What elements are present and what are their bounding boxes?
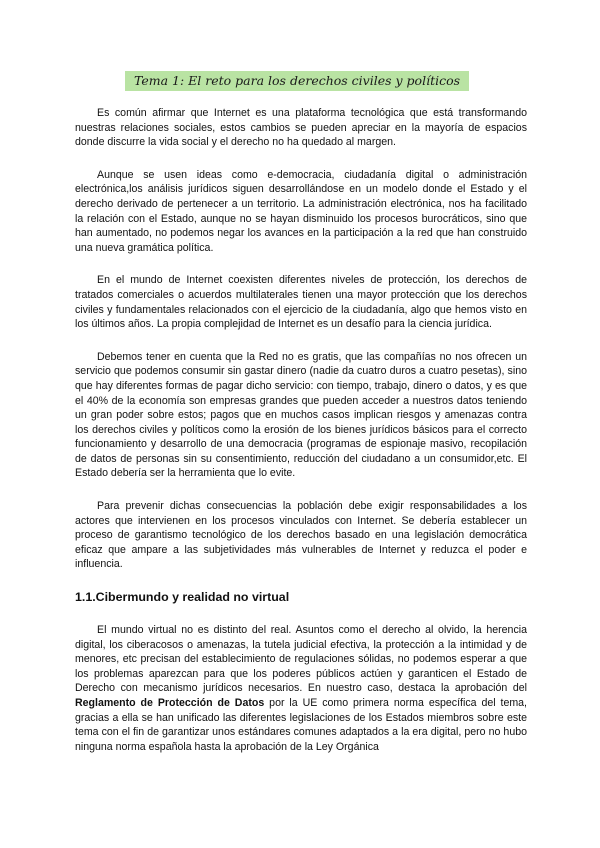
paragraph-3: En el mundo de Internet coexisten diferentes niveles de protección, los derechos de tratados comerciales o acuerdos multilaterales tienen una mayor protección que los derechos civiles y fundamentales relacionados con el ejercicio de la ciudadanía, algo que hemos visto en los últimos años. La propia complejidad de Internet es un desafío para la ciencia jurídica. [75, 274, 527, 331]
document-body [75, 106, 527, 754]
section-paragraph-end: por la UE como primera norma específica del tema, gracias a ella se han unificado las diferentes legislaciones de los Estados miembros sobre este tema con el fin de garantizar unos estándares comunes adaptados a la era digital, pero no hubo ninguna norma española hasta la aprobación de la Ley Orgánica [75, 697, 527, 753]
paragraph-5: Para prevenir dichas consecuencias la población debe exigir responsabilidades a los actores que intervienen en los procesos vinculados con Internet. Se debería establecer un proceso de garantismo tecnológico de los derechos basado en una legislación democrática eficaz que ampare a las subjetividades más vulnerables de Internet y reduzca el poder e influencia. [75, 500, 527, 571]
paragraph-2: Aunque se usen ideas como e-democracia, ciudadanía digital o administración electrónica,los análisis jurídicos siguen desarrollándose en un modelo donde el Estado y el derecho derivado de pertenecer a un territorio. La administración electrónica, nos ha facilitado la relación con el Estado, aunque no se hayan disminuido los procesos burocráticos, sino que han aumentado, no podemos negar los avances en la participación a la red que han construido una nueva gramática política. [75, 168, 527, 254]
paragraph-4: Debemos tener en cuenta que la Red no es gratis, que las compañías no nos ofrecen un servicio que podemos consumir sin gastar dinero (nadie da cuatro duros a cuatro pesetas), sino que hay diferentes formas de pagar dicho servicio: con tiempo, trabajo, dinero o datos, y es que el 40% de la economía son empresas grandes que pueden acceder a nuestros datos teniendo un gran poder sobre estos; pagos que en muchos casos implican riesgos y amenazas contra los derechos civiles y políticos como la erosión de los bienes jurídicos básicos para el correcto funcionamiento y desarrollo de una democracia (programas de espionaje masivo, recopilación de datos de personas sin su consentimiento, reducción del ciudadano a un consumidor,etc. El Estado debería ser la herramienta que lo evite. [75, 350, 527, 480]
page-title: Tema 1: El reto para los derechos civiles y políticos [125, 71, 469, 91]
regulation-name: Reglamento de Protección de Datos [75, 697, 265, 709]
section-heading: 1.1.Cibermundo y realidad no virtual [75, 590, 290, 605]
section-paragraph-start: El mundo virtual no es distinto del real. Asuntos como el derecho al olvido, la herencia digital, los ciberacosos o amenazas, la tutela judicial efectiva, la protección a la intimidad y de menores, etc precisan del establecimiento de regulaciones sólidas, no podemos esperar a que los problemas aparezcan para que los poderes públicos actúen y garanticen el Estado de Derecho con mecanismo jurídicos necesarios. En nuestro caso, destaca la aprobación del [75, 624, 527, 695]
paragraph-1: Es común afirmar que Internet es una plataforma tecnológica que está transformando nuestras relaciones sociales, estos cambios se pueden apreciar en la mayoría de espacios donde discurre la vida social y el derecho no ha quedado al margen. [75, 107, 527, 149]
section-paragraph [75, 623, 527, 754]
